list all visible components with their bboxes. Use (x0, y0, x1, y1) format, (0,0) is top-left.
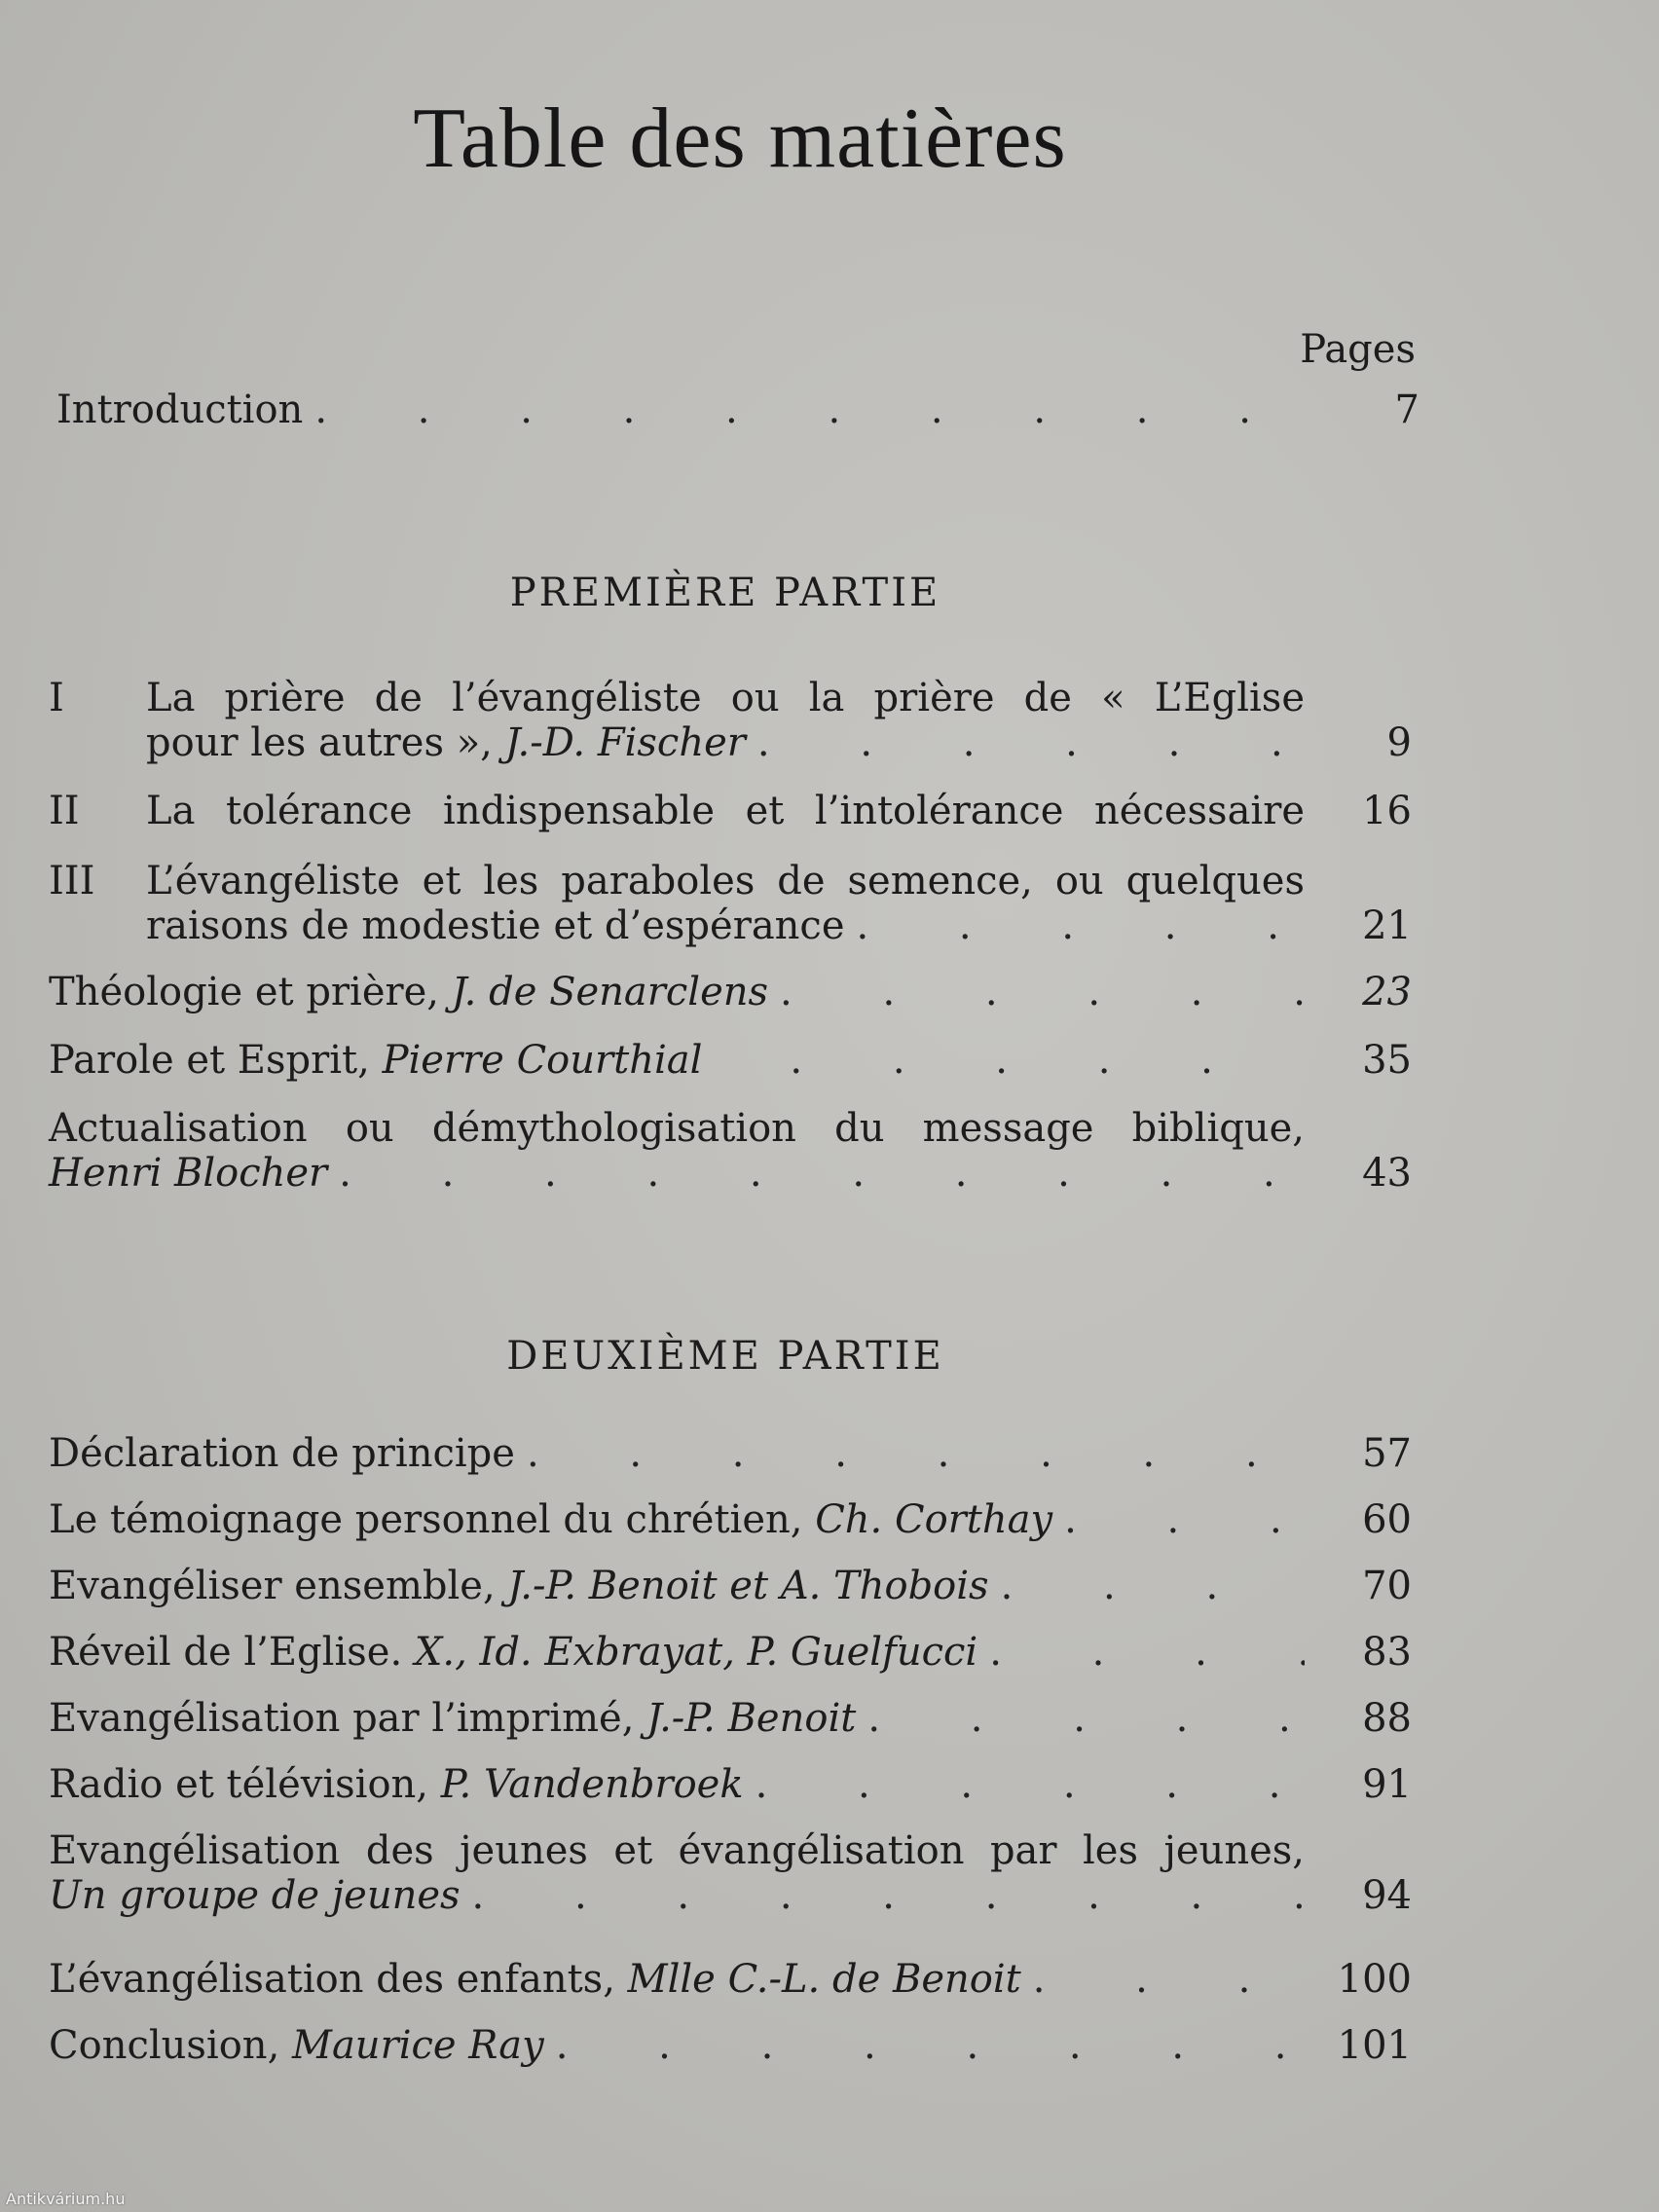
toc-entry-line: raisons de modestie et d’espérance (146, 903, 845, 948)
toc-entry-line: Actualisation ou démythologisation du message biblique, (49, 1106, 1305, 1151)
leader-dots (1021, 1957, 1305, 2002)
toc-entry-page: 16 (1362, 789, 1412, 833)
toc-entry-chapter-1 (49, 676, 1412, 765)
toc-entry-label: Le témoignage personnel du chrétien, (49, 1497, 816, 1542)
toc-entry-label: L’évangélisation des enfants, (49, 1957, 628, 2002)
toc-entry-author: Mlle C.-L. de Benoit (627, 1957, 1021, 2002)
leader-dots (977, 1630, 1305, 1675)
leader-dots (461, 1873, 1305, 1918)
chapter-number: I (49, 676, 64, 720)
toc-entry-imprime (49, 1696, 1412, 1741)
leader-dots (856, 1696, 1305, 1741)
pages-column-label: Pages (1300, 327, 1416, 372)
part-heading-first: PREMIÈRE PARTIE (509, 571, 941, 615)
toc-entry-page: 101 (1337, 2023, 1412, 2068)
toc-entry-label: Théologie et prière, (49, 970, 452, 1014)
toc-entry-introduction (56, 387, 1419, 432)
part-heading-second: DEUXIÈME PARTIE (506, 1334, 944, 1379)
toc-entry-page: 100 (1337, 1957, 1412, 2002)
toc-entry-page: 70 (1362, 1564, 1412, 1608)
toc-entry-chapter-2 (49, 789, 1412, 833)
toc-entry-page: 91 (1362, 1762, 1412, 1807)
leader-dots (1052, 1497, 1305, 1542)
toc-entry-label: Réveil de l’Eglise. (49, 1630, 415, 1675)
leader-dots (989, 1564, 1305, 1608)
leader-dots (303, 387, 1312, 432)
toc-entry-label: Evangéliser ensemble, (49, 1564, 508, 1608)
leader-dots (702, 1038, 1305, 1083)
toc-entry-actualisation (49, 1106, 1412, 1196)
toc-entry-line: L’évangéliste et les paraboles de semence, ou quelques (146, 859, 1305, 903)
toc-entry-reveil (49, 1630, 1412, 1675)
leader-dots (746, 720, 1305, 765)
toc-entry-enfants (49, 1957, 1412, 2002)
chapter-number: II (49, 789, 80, 833)
toc-entry-line: pour les autres », (146, 720, 505, 765)
toc-entry-page: 57 (1362, 1431, 1412, 1476)
leader-dots (768, 970, 1305, 1014)
toc-entry-author: J.-P. Benoit (646, 1696, 857, 1741)
toc-entry-line: Evangélisation des jeunes et évangélisation par les jeunes, (49, 1828, 1305, 1873)
toc-entry-page: 9 (1386, 720, 1412, 765)
toc-entry-line: La tolérance indispensable et l’intolérance nécessaire (146, 789, 1305, 833)
toc-entry-author: P. Vandenbroek (440, 1762, 744, 1807)
toc-entry-author: J.-D. Fischer (504, 720, 746, 765)
toc-entry-author: Ch. Corthay (815, 1497, 1053, 1542)
toc-entry-page: 7 (1394, 387, 1419, 432)
leader-dots (515, 1431, 1305, 1476)
toc-entry-page: 21 (1362, 903, 1412, 948)
chapter-number: III (49, 859, 95, 903)
toc-entry-page: 94 (1362, 1873, 1412, 1918)
toc-entry-author: J. de Senarclens (451, 970, 769, 1014)
toc-entry-label: Radio et télévision, (49, 1762, 441, 1807)
leader-dots (327, 1151, 1305, 1196)
toc-entry-page: 88 (1362, 1696, 1412, 1741)
toc-entry-page: 60 (1362, 1497, 1412, 1542)
toc-entry-radio (49, 1762, 1412, 1807)
toc-entry-author: Un groupe de jeunes (49, 1873, 461, 1918)
toc-entry-temoignage (49, 1497, 1412, 1542)
toc-entry-theologie (49, 970, 1412, 1014)
toc-entry-label: Déclaration de principe (49, 1431, 515, 1476)
toc-entry-conclusion (49, 2023, 1412, 2068)
toc-entry-page: 35 (1362, 1038, 1412, 1083)
toc-entry-evangeliser (49, 1564, 1412, 1608)
toc-entry-parole (49, 1038, 1412, 1083)
toc-entry-label: Evangélisation par l’imprimé, (49, 1696, 647, 1741)
toc-entry-page: 23 (1362, 970, 1412, 1014)
toc-entry-line: La prière de l’évangéliste ou la prière de « L’Eglise (146, 676, 1305, 720)
toc-entry-page: 83 (1362, 1630, 1412, 1675)
toc-entry-page: 43 (1362, 1151, 1412, 1196)
toc-entry-label: Introduction (56, 387, 304, 432)
toc-entry-author: Maurice Ray (292, 2023, 544, 2068)
toc-entry-jeunes (49, 1828, 1412, 1918)
watermark: Antikvárium.hu (6, 2190, 126, 2208)
toc-entry-label: Conclusion, (49, 2023, 292, 2068)
toc-entry-declaration (49, 1431, 1412, 1476)
toc-entry-author: Henri Blocher (49, 1151, 328, 1196)
leader-dots (744, 1762, 1305, 1807)
toc-entry-author: J.-P. Benoit et A. Thobois (507, 1564, 989, 1608)
leader-dots (544, 2023, 1305, 2068)
toc-entry-label: Parole et Esprit, (49, 1038, 383, 1083)
toc-entry-chapter-3 (49, 859, 1412, 948)
toc-entry-author: Pierre Courthial (382, 1038, 703, 1083)
page-title: Table des matières (413, 92, 1067, 186)
toc-entry-author: X., Id. Exbrayat, P. Guelfucci (414, 1630, 978, 1675)
leader-dots (845, 903, 1306, 948)
